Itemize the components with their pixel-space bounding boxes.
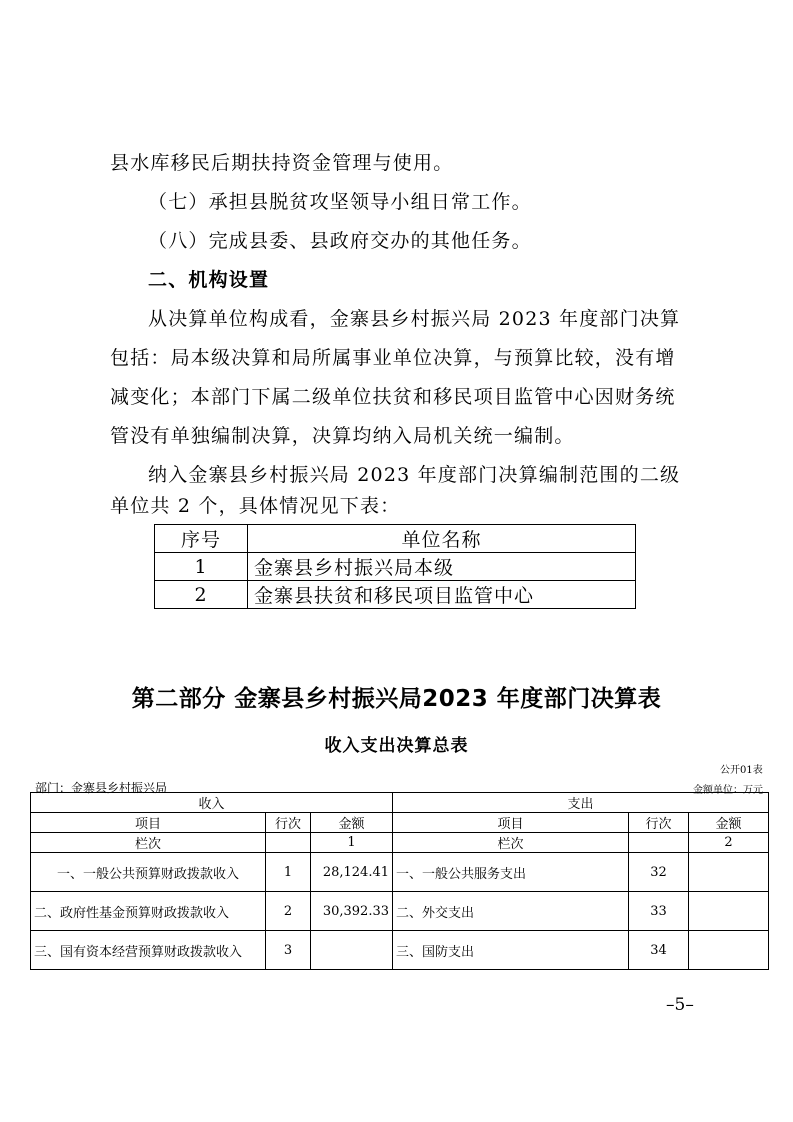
part-title: 第二部分 金寨县乡村振兴局2023 年度部门决算表 — [131, 686, 662, 712]
income-amount — [311, 931, 393, 970]
income-row: 2 — [266, 892, 311, 931]
income-item: 一、一般公共预算财政拨款收入 — [31, 853, 266, 892]
unit-table-header — [155, 525, 636, 553]
col-amount: 金额 — [689, 813, 769, 833]
paragraph-line-5: 从决算单位构成看，金寨县乡村振兴局 2023 年度部门决算 — [148, 308, 681, 330]
income-header: 收入 — [31, 793, 393, 813]
paragraph-line-1: 县水库移民后期扶持资金管理与使用。 — [110, 152, 454, 174]
table-row — [31, 892, 769, 931]
paragraph-line-3: （八）完成县委、县政府交办的其他任务。 — [148, 230, 532, 252]
section-heading: 二、机构设置 — [148, 269, 270, 291]
expense-amount — [689, 892, 769, 931]
col-row: 行次 — [629, 813, 689, 833]
expense-item: 三、国防支出 — [393, 931, 629, 970]
expense-item: 二、外交支出 — [393, 892, 629, 931]
income-row: 3 — [266, 931, 311, 970]
amount-unit-note: 金额单位：万元 — [693, 785, 763, 796]
paragraph-line-6: 包括：局本级决算和局所属事业单位决算，与预算比较，没有增 — [110, 347, 676, 369]
budget-lan-row — [31, 833, 769, 853]
expense-amount — [689, 853, 769, 892]
page-number: –5– — [666, 995, 694, 1015]
col-row: 行次 — [266, 813, 311, 833]
table-row — [155, 553, 636, 581]
expense-amount — [689, 931, 769, 970]
lan-label: 栏次 — [31, 833, 266, 853]
expense-col-no: 2 — [689, 833, 769, 853]
table-row — [31, 853, 769, 892]
expense-row: 33 — [629, 892, 689, 931]
expense-row: 34 — [629, 931, 689, 970]
paragraph-line-7: 减变化；本部门下属二级单位扶贫和移民项目监管中心因财务统 — [110, 386, 676, 408]
paragraph-line-10: 单位共 2 个，具体情况见下表： — [110, 495, 401, 517]
table-row — [155, 581, 636, 609]
table-row — [31, 931, 769, 970]
paragraph-line-9: 纳入金寨县乡村振兴局 2023 年度部门决算编制范围的二级 — [148, 464, 681, 486]
lan-label: 栏次 — [393, 833, 629, 853]
col-amount: 金额 — [311, 813, 393, 833]
income-col-no: 1 — [311, 833, 393, 853]
income-amount: 30,392.33 — [311, 892, 393, 931]
paragraph-line-8: 管没有单独编制决算，决算均纳入局机关统一编制。 — [110, 425, 575, 447]
budget-header-row — [31, 793, 769, 813]
expense-header: 支出 — [393, 793, 769, 813]
unit-name: 金寨县乡村振兴局本级 — [248, 553, 636, 581]
expense-row: 32 — [629, 853, 689, 892]
budget-table — [30, 792, 769, 970]
col-item: 项目 — [31, 813, 266, 833]
table-title: 收入支出决算总表 — [324, 736, 469, 756]
unit-table — [154, 524, 636, 609]
unit-name: 金寨县扶贫和移民项目监管中心 — [248, 581, 636, 609]
income-row: 1 — [266, 853, 311, 892]
income-item: 三、国有资本经营预算财政拨款收入 — [31, 931, 266, 970]
income-amount: 28,124.41 — [311, 853, 393, 892]
paragraph-line-2: （七）承担县脱贫攻坚领导小组日常工作。 — [148, 191, 532, 213]
empty-cell — [629, 833, 689, 853]
income-item: 二、政府性基金预算财政拨款收入 — [31, 892, 266, 931]
col-item: 项目 — [393, 813, 629, 833]
empty-cell — [266, 833, 311, 853]
unit-index: 2 — [155, 581, 248, 609]
header-index: 序号 — [155, 525, 248, 553]
department-label: 部门：金寨县乡村振兴局 — [35, 781, 168, 795]
header-unit-name: 单位名称 — [248, 525, 636, 553]
unit-index: 1 — [155, 553, 248, 581]
form-code: 公开01表 — [720, 765, 763, 776]
budget-column-row — [31, 813, 769, 833]
expense-item: 一、一般公共服务支出 — [393, 853, 629, 892]
